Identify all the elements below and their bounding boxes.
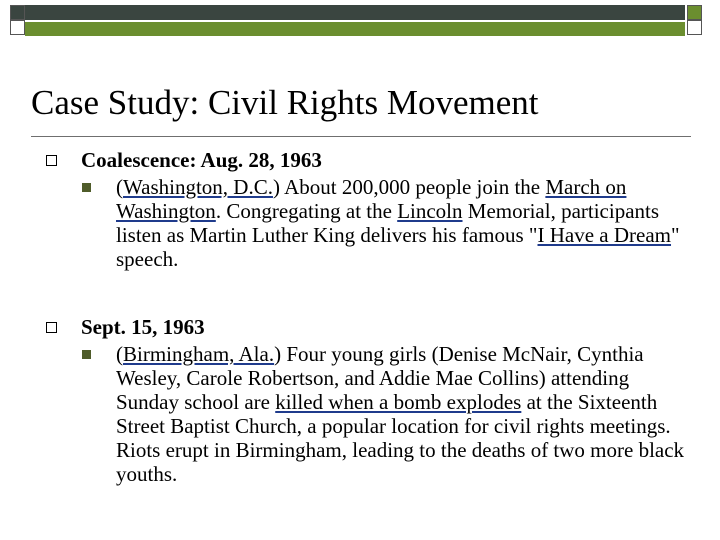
banner-square-green xyxy=(687,5,702,20)
link-lincoln[interactable]: Lincoln xyxy=(397,199,463,223)
text-segment: Memorial, participants listen as Martin Luther King delivers his famous " xyxy=(116,199,660,247)
bullet-heading-text: Coalescence: Aug. 28, 1963 xyxy=(81,148,322,172)
text-segment: at the Sixteenth Street Baptist Church, a popular location for civil rights meetings. Riots erupt in Birmingham, leading to the deaths of two more black youths. xyxy=(116,390,685,486)
bullet-item-2 xyxy=(46,315,686,486)
title-divider xyxy=(31,136,691,137)
sub-bullet xyxy=(46,342,686,486)
bullet-heading-text: Sept. 15, 1963 xyxy=(81,315,205,339)
decorative-top-banner xyxy=(10,5,710,37)
banner-stripe-green xyxy=(25,22,685,36)
hollow-square-bullet-icon xyxy=(46,322,57,333)
text-segment: ) About 200,000 people join the xyxy=(272,175,546,199)
filled-square-bullet-icon xyxy=(82,183,91,192)
link-killed-when-a-bomb-explodes[interactable]: killed when a bomb explodes xyxy=(275,390,522,414)
slide-title: Case Study: Civil Rights Movement xyxy=(31,83,539,122)
link-birmingham-ala[interactable]: Birmingham, Ala. xyxy=(123,342,275,366)
filled-square-bullet-icon xyxy=(82,350,91,359)
link-march-on-washington[interactable]: March on Washington xyxy=(116,175,627,223)
text-segment: " speech. xyxy=(116,223,680,271)
banner-square-white xyxy=(10,20,25,35)
banner-stripe-dark xyxy=(25,5,685,20)
banner-square-white-right xyxy=(687,20,702,35)
text-segment: ( xyxy=(116,175,123,199)
text-segment: ) Four young girls (Denise McNair, Cynthia Wesley, Carole Robertson, and Addie Mae Collins) attending Sunday school are xyxy=(116,342,644,414)
bullet-item-1 xyxy=(46,148,686,271)
bullet-heading xyxy=(46,148,686,173)
text-segment: . Congregating at the xyxy=(215,199,398,223)
hollow-square-bullet-icon xyxy=(46,155,57,166)
link-washington-dc[interactable]: Washington, D.C. xyxy=(123,175,273,199)
text-segment: ( xyxy=(116,342,123,366)
banner-square-dark xyxy=(10,5,25,20)
bullet-heading xyxy=(46,315,686,340)
link-i-have-a-dream[interactable]: I Have a Dream xyxy=(537,223,672,247)
sub-bullet xyxy=(46,175,686,271)
